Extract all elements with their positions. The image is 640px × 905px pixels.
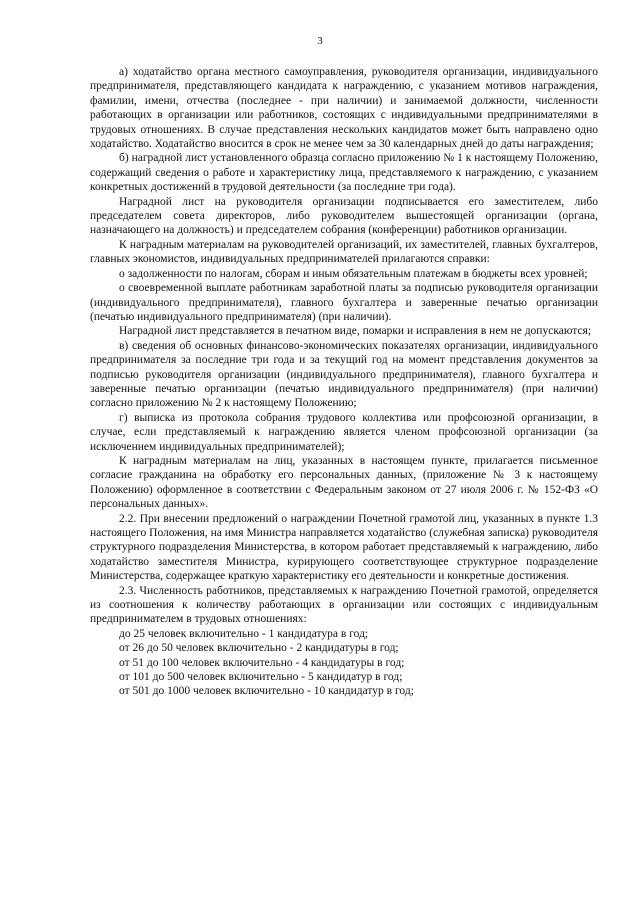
paragraph-personal-data-consent: К наградным материалам на лиц, указанных в настоящем пункте, прилагается письменное согласие гражданина на обработку его персональных данных, (приложение № 3 к настоящему Положению) оформленное в соответствии с Федеральным законом от 27 июля 2006 г. № 152-ФЗ «О персональных данных». bbox=[90, 454, 598, 511]
quota-item: от 51 до 100 человек включительно - 4 кандидатуры в год; bbox=[119, 656, 405, 669]
document-body bbox=[90, 65, 598, 699]
paragraph-award-sheet: б) наградной лист установленного образца согласно приложению № 1 к настоящему Положению, содержащий сведения о работе и характеристику лица, представляемого к награждению, с указанием конкретных достижений в трудовой деятельности (за последние три года). bbox=[90, 152, 598, 194]
paragraph-section-2-3: 2.3. Численность работников, представляемых к награждению Почетной грамотой, определяется из соотношения к количеству работающих в организации или состоящих с индивидуальным предпринимателем в трудовых отношениях: bbox=[90, 584, 598, 626]
paragraph-print-form: Наградной лист представляется в печатном виде, помарки и исправления в нем не допускаются; bbox=[119, 325, 592, 338]
paragraph-protocol-extract: г) выписка из протокола собрания трудового коллектива или профсоюзной организации, в случае, если представляемый к награждению является членом профсоюзной организации (за исключением индивидуальных предпринимателей); bbox=[90, 411, 598, 453]
paragraph-salary-payment: о своевременной выплате работникам заработной платы за подписью руководителя организации (индивидуального предпринимателя), главного бухгалтера и заверенные печатью организации (печатью индивидуального предпринимателя) (при наличии). bbox=[90, 282, 598, 323]
paragraph-petition: а) ходатайство органа местного самоуправления, руководителя организации, индивидуального предпринимателя, представляющего кандидата к награждению, с указанием мотивов награждения, фамилии, имени, отчества (последнее - при наличии) и занимаемой должности, численности работающих в организации или работников, состоящих с индивидуальными предпринимателями в трудовых отношениях. В случае представления нескольких кандидатов может быть направлено одно ходатайство. Ходатайство вносится в срок не менее чем за 30 календарных дней до даты награждения; bbox=[90, 66, 598, 151]
paragraph-award-sheet-signature: Наградной лист на руководителя организации подписывается его заместителем, либо председателем совета директоров, либо руководителем вышестоящей организации (органа, назначающего на должность) и председателем собрания (конференции) работников организации. bbox=[90, 195, 598, 237]
quota-item: до 25 человек включительно - 1 кандидатура в год; bbox=[119, 627, 369, 640]
quota-item: от 501 до 1000 человек включительно - 10 кандидатур в год; bbox=[119, 685, 414, 698]
page-number: 3 bbox=[317, 35, 323, 47]
paragraph-financial-indicators: в) сведения об основных финансово-экономических показателях организации, индивидуального предпринимателя за последние три года и за текущий год на момент представления документов за подписью руководителя организации (индивидуального предпринимателя), главного бухгалтера и заверенные печатью организации (печатью индивидуального предпринимателя) (при наличии) согласно приложению № 2 к настоящему Положению; bbox=[90, 339, 598, 410]
paragraph-section-2-2: 2.2. При внесении предложений о награждении Почетной грамотой лиц, указанных в пункте 1.3 настоящего Положения, на имя Министра направляется ходатайство (служебная записка) руководителя структурного подразделения Министерства, в котором работает представляемый к награждению, либо ходатайство заместителя Министра, курирующего соответствующее структурное подразделение Министерства, содержащее краткую характеристику его деятельности и конкретные достижения. bbox=[90, 512, 598, 583]
quota-item: от 101 до 500 человек включительно - 5 кандидатур в год; bbox=[119, 671, 403, 684]
paragraph-tax-debt: о задолженности по налогам, сборам и иным обязательным платежам в бюджеты всех уровней; bbox=[119, 267, 588, 280]
quota-item: от 26 до 50 человек включительно - 2 кандидатуры в год; bbox=[119, 642, 399, 655]
paragraph-certificates-intro: К наградным материалам на руководителей организаций, их заместителей, главных бухгалтеров, главных экономистов, индивидуальных предпринимателей прилагаются справки: bbox=[90, 238, 598, 266]
